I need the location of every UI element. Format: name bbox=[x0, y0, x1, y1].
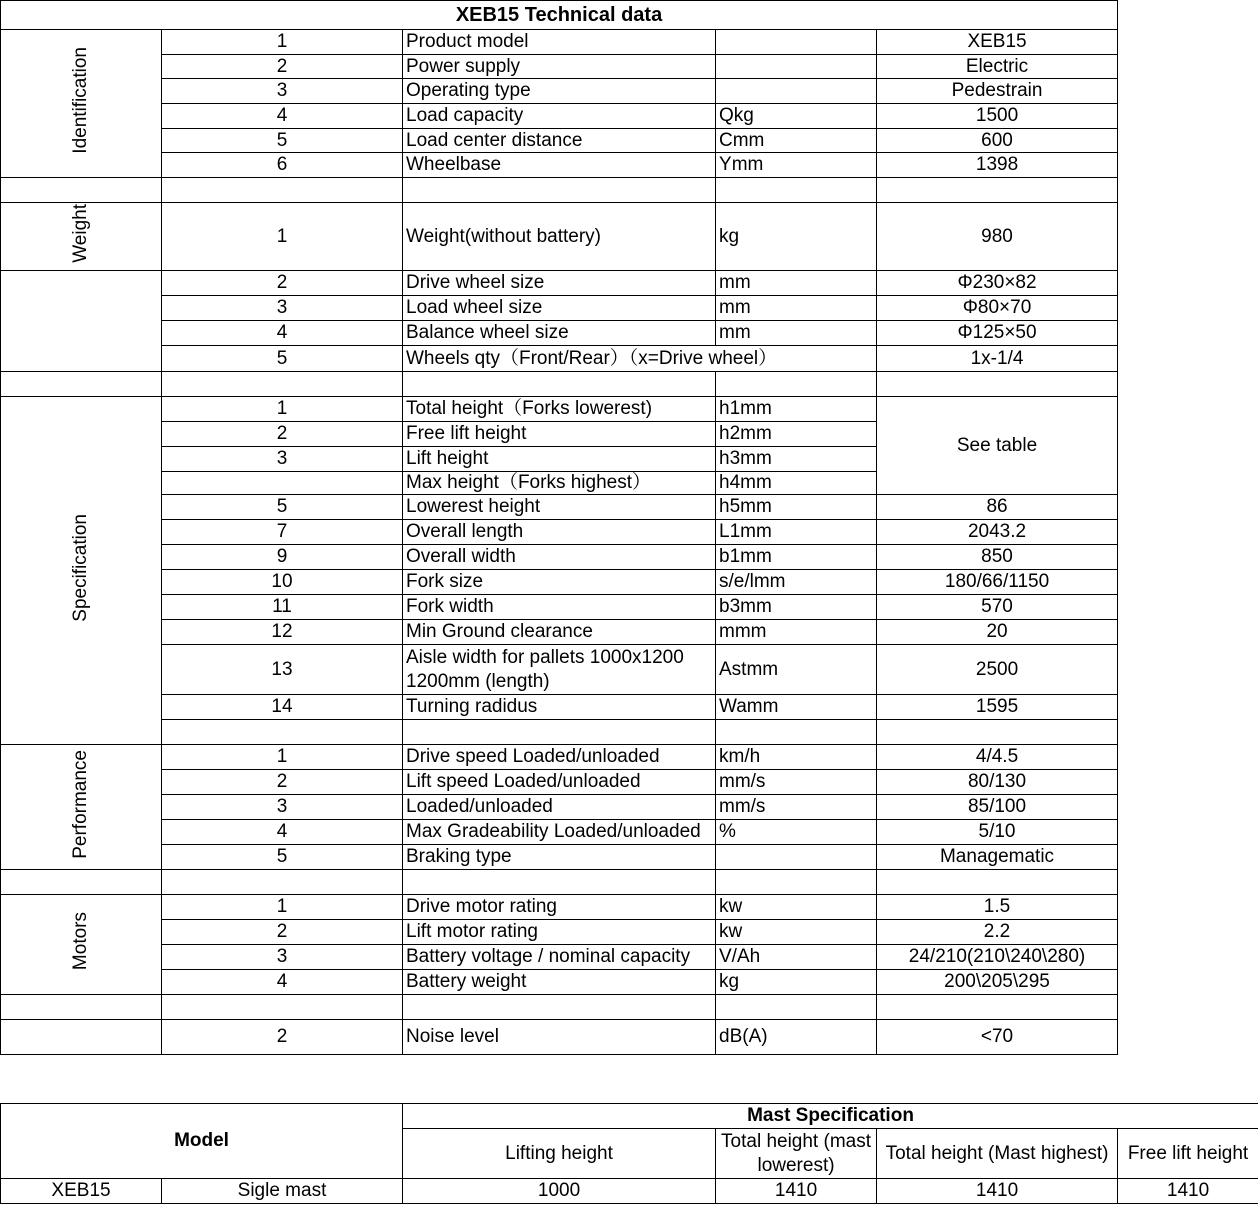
item-label: Load wheel size bbox=[403, 296, 716, 321]
mast-spec-header: Mast Specification bbox=[403, 1104, 1258, 1129]
unit-cell: s/e/lmm bbox=[716, 570, 877, 595]
value-cell: 1595 bbox=[877, 695, 1118, 720]
item-label: Lift motor rating bbox=[403, 920, 716, 945]
row-number: 5 bbox=[162, 129, 403, 153]
item-label: Overall length bbox=[403, 520, 716, 545]
item-label: Wheels qty（Front/Rear）（x=Drive wheel） bbox=[403, 346, 877, 372]
row-number: 5 bbox=[162, 495, 403, 520]
section-weight: Weight bbox=[1, 203, 162, 271]
unit-cell: Ymm bbox=[716, 153, 877, 178]
value-cell: 2.2 bbox=[877, 920, 1118, 945]
value-cell: 80/130 bbox=[877, 770, 1118, 795]
row-number: 2 bbox=[162, 770, 403, 795]
item-label: Fork width bbox=[403, 595, 716, 620]
item-label: Overall width bbox=[403, 545, 716, 570]
col-total-height-lowerest: Total height (mast lowerest) bbox=[716, 1129, 877, 1179]
item-label: Drive wheel size bbox=[403, 271, 716, 296]
item-label: Drive speed Loaded/unloaded bbox=[403, 745, 716, 770]
item-label: Operating type bbox=[403, 79, 716, 104]
section-specification: Specification bbox=[1, 397, 162, 745]
section-wheels bbox=[1, 271, 162, 372]
spacer-row bbox=[1, 995, 1118, 1020]
unit-cell bbox=[716, 845, 877, 870]
row-number: 5 bbox=[162, 346, 403, 372]
unit-cell: kw bbox=[716, 895, 877, 920]
total-height-lowerest-value: 1410 bbox=[716, 1179, 877, 1204]
row-number: 3 bbox=[162, 79, 403, 104]
value-cell: Φ230×82 bbox=[877, 271, 1118, 296]
unit-cell: mm bbox=[716, 321, 877, 346]
value-cell: 1398 bbox=[877, 153, 1118, 178]
item-label: Load center distance bbox=[403, 129, 716, 153]
item-label: Wheelbase bbox=[403, 153, 716, 178]
mast-specification-table bbox=[0, 1103, 1258, 1204]
table-title: XEB15 Technical data bbox=[1, 1, 1118, 30]
model-header: Model bbox=[1, 1104, 403, 1179]
value-cell: Φ125×50 bbox=[877, 321, 1118, 346]
spacer-row bbox=[1, 372, 1118, 397]
value-cell: 85/100 bbox=[877, 795, 1118, 820]
value-cell: 180/66/1150 bbox=[877, 570, 1118, 595]
value-cell: 200\205\295 bbox=[877, 970, 1118, 995]
item-label: Battery weight bbox=[403, 970, 716, 995]
row-number: 2 bbox=[162, 55, 403, 79]
row-number: 6 bbox=[162, 153, 403, 178]
value-cell: 600 bbox=[877, 129, 1118, 153]
row-number: 2 bbox=[162, 271, 403, 296]
unit-cell: kg bbox=[716, 203, 877, 271]
item-label: Loaded/unloaded bbox=[403, 795, 716, 820]
unit-cell: V/Ah bbox=[716, 945, 877, 970]
spacer-row bbox=[1, 870, 1118, 895]
unit-cell: kg bbox=[716, 970, 877, 995]
unit-cell: dB(A) bbox=[716, 1020, 877, 1055]
item-label: Weight(without battery) bbox=[403, 203, 716, 271]
total-height-highest-value: 1410 bbox=[877, 1179, 1118, 1204]
value-cell: Pedestrain bbox=[877, 79, 1118, 104]
row-number: 2 bbox=[162, 422, 403, 447]
mast-model-cell: XEB15 bbox=[1, 1179, 162, 1204]
section-performance: Performance bbox=[1, 745, 162, 870]
item-label: Product model bbox=[403, 30, 716, 55]
item-label: Max Gradeability Loaded/unloaded bbox=[403, 820, 716, 845]
lifting-height-value: 1000 bbox=[403, 1179, 716, 1204]
item-label: Aisle width for pallets 1000x1200 1200mm (length) bbox=[403, 645, 716, 695]
row-number: 12 bbox=[162, 620, 403, 645]
value-cell: 5/10 bbox=[877, 820, 1118, 845]
value-cell: 1x-1/4 bbox=[877, 346, 1118, 372]
unit-cell: mmm bbox=[716, 620, 877, 645]
value-cell: <70 bbox=[877, 1020, 1118, 1055]
value-cell: 570 bbox=[877, 595, 1118, 620]
section-identification: Identification bbox=[1, 30, 162, 178]
col-total-height-highest: Total height (Mast highest) bbox=[877, 1129, 1118, 1179]
value-cell: 2043.2 bbox=[877, 520, 1118, 545]
item-label: Load capacity bbox=[403, 104, 716, 129]
value-cell: 20 bbox=[877, 620, 1118, 645]
unit-cell: Astmm bbox=[716, 645, 877, 695]
value-cell: 2500 bbox=[877, 645, 1118, 695]
value-cell: Φ80×70 bbox=[877, 296, 1118, 321]
item-label: Lift speed Loaded/unloaded bbox=[403, 770, 716, 795]
row-number: 14 bbox=[162, 695, 403, 720]
unit-cell: mm bbox=[716, 296, 877, 321]
value-cell: 850 bbox=[877, 545, 1118, 570]
unit-cell: Wamm bbox=[716, 695, 877, 720]
unit-cell: h4mm bbox=[716, 472, 877, 495]
item-label: Fork size bbox=[403, 570, 716, 595]
row-number: 7 bbox=[162, 520, 403, 545]
row-number: 3 bbox=[162, 795, 403, 820]
unit-cell bbox=[716, 79, 877, 104]
row-number: 4 bbox=[162, 970, 403, 995]
item-label: Power supply bbox=[403, 55, 716, 79]
item-label: Braking type bbox=[403, 845, 716, 870]
item-label: Balance wheel size bbox=[403, 321, 716, 346]
unit-cell: b1mm bbox=[716, 545, 877, 570]
row-number: 2 bbox=[162, 1020, 403, 1055]
item-label: Noise level bbox=[403, 1020, 716, 1055]
unit-cell: mm/s bbox=[716, 795, 877, 820]
row-number: 9 bbox=[162, 545, 403, 570]
col-free-lift-height: Free lift height bbox=[1118, 1129, 1258, 1179]
row-number: 1 bbox=[162, 30, 403, 55]
unit-cell: km/h bbox=[716, 745, 877, 770]
free-lift-height-value: 1410 bbox=[1118, 1179, 1258, 1204]
value-cell: 86 bbox=[877, 495, 1118, 520]
row-number: 3 bbox=[162, 296, 403, 321]
value-cell: XEB15 bbox=[877, 30, 1118, 55]
item-label: Total height（Forks lowerest) bbox=[403, 397, 716, 422]
value-cell: 1.5 bbox=[877, 895, 1118, 920]
value-cell: Electric bbox=[877, 55, 1118, 79]
row-number bbox=[162, 472, 403, 495]
row-number: 3 bbox=[162, 945, 403, 970]
section-noise bbox=[1, 1020, 162, 1055]
row-number: 1 bbox=[162, 895, 403, 920]
unit-cell: mm/s bbox=[716, 770, 877, 795]
value-cell: Managematic bbox=[877, 845, 1118, 870]
value-cell: 1500 bbox=[877, 104, 1118, 129]
row-number: 1 bbox=[162, 397, 403, 422]
unit-cell bbox=[716, 30, 877, 55]
row-number: 4 bbox=[162, 321, 403, 346]
unit-cell: mm bbox=[716, 271, 877, 296]
row-number: 4 bbox=[162, 820, 403, 845]
item-label: Turning radidus bbox=[403, 695, 716, 720]
item-label: Lift height bbox=[403, 447, 716, 472]
spacer-row bbox=[1, 720, 1118, 745]
mast-type-cell: Sigle mast bbox=[162, 1179, 403, 1204]
unit-cell: h5mm bbox=[716, 495, 877, 520]
row-number: 13 bbox=[162, 645, 403, 695]
see-table-cell: See table bbox=[877, 397, 1118, 495]
item-label: Max height（Forks highest） bbox=[403, 472, 716, 495]
row-number: 11 bbox=[162, 595, 403, 620]
item-label: Battery voltage / nominal capacity bbox=[403, 945, 716, 970]
row-number: 4 bbox=[162, 104, 403, 129]
unit-cell: L1mm bbox=[716, 520, 877, 545]
row-number: 1 bbox=[162, 203, 403, 271]
col-lifting-height: Lifting height bbox=[403, 1129, 716, 1179]
unit-cell: h1mm bbox=[716, 397, 877, 422]
row-number: 2 bbox=[162, 920, 403, 945]
unit-cell bbox=[716, 55, 877, 79]
item-label: Lowerest height bbox=[403, 495, 716, 520]
row-number: 10 bbox=[162, 570, 403, 595]
item-label: Min Ground clearance bbox=[403, 620, 716, 645]
unit-cell: kw bbox=[716, 920, 877, 945]
unit-cell: h2mm bbox=[716, 422, 877, 447]
unit-cell: Cmm bbox=[716, 129, 877, 153]
unit-cell: % bbox=[716, 820, 877, 845]
row-number: 3 bbox=[162, 447, 403, 472]
item-label: Drive motor rating bbox=[403, 895, 716, 920]
unit-cell: b3mm bbox=[716, 595, 877, 620]
item-label: Free lift height bbox=[403, 422, 716, 447]
row-number: 5 bbox=[162, 845, 403, 870]
value-cell: 980 bbox=[877, 203, 1118, 271]
spacer-row bbox=[1, 178, 1118, 203]
value-cell: 24/210(210\240\280) bbox=[877, 945, 1118, 970]
section-motors: Motors bbox=[1, 895, 162, 995]
value-cell: 4/4.5 bbox=[877, 745, 1118, 770]
unit-cell: Qkg bbox=[716, 104, 877, 129]
row-number: 1 bbox=[162, 745, 403, 770]
unit-cell: h3mm bbox=[716, 447, 877, 472]
